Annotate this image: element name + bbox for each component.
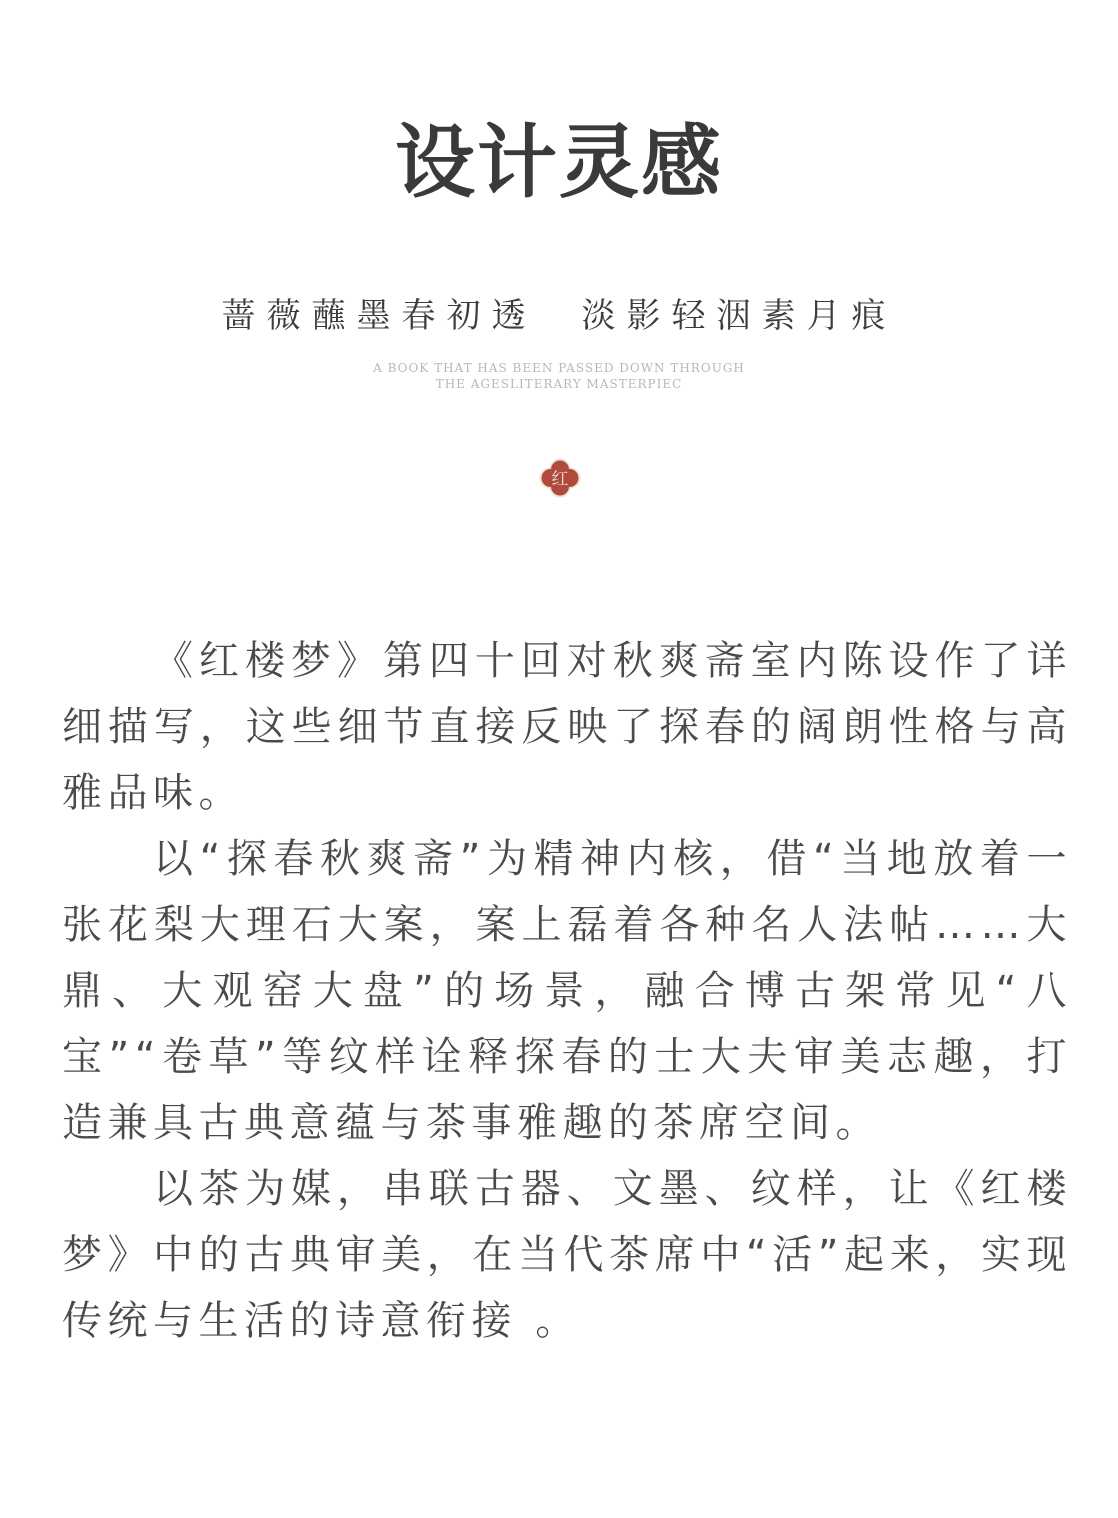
paragraph-1: 《红楼梦》第四十回对秋爽斋室内陈设作了详细描写，这些细节直接反映了探春的阔朗性格与高雅品味。 [62, 638, 1072, 816]
poetic-subtitle: 蔷薇蘸墨春初透 淡影轻洇素月痕 [221, 296, 897, 336]
paragraph-2: 以“探春秋爽斋”为精神内核，借“当地放着一张花梨大理石大案，案上磊着各种名人法帖……大鼎、大观窑大盘”的场景，融合博古架常见“八宝”“卷草”等纹样诠释探春的士大夫审美志趣，打造兼具古典意蕴与茶事雅趣的茶席空间。 [62, 836, 1072, 1146]
description-body [62, 628, 1072, 1354]
paragraph-3: 以茶为媒，串联古器、文墨、纹样，让《红楼梦》中的古典审美，在当代茶席中“活”起来，实现传统与生活的诗意衔接 。 [62, 1166, 1072, 1344]
english-tagline-line-1: A BOOK THAT HAS BEEN PASSED DOWN THROUGH [373, 361, 745, 375]
seal-glyph: 红 [551, 469, 569, 490]
quatrefoil-seal-icon [539, 458, 581, 498]
page-title: 设计灵感 [395, 115, 723, 209]
english-tagline [0, 360, 1118, 392]
english-tagline-line-2: THE AGESLITERARY MASTERPIEC [435, 377, 683, 391]
